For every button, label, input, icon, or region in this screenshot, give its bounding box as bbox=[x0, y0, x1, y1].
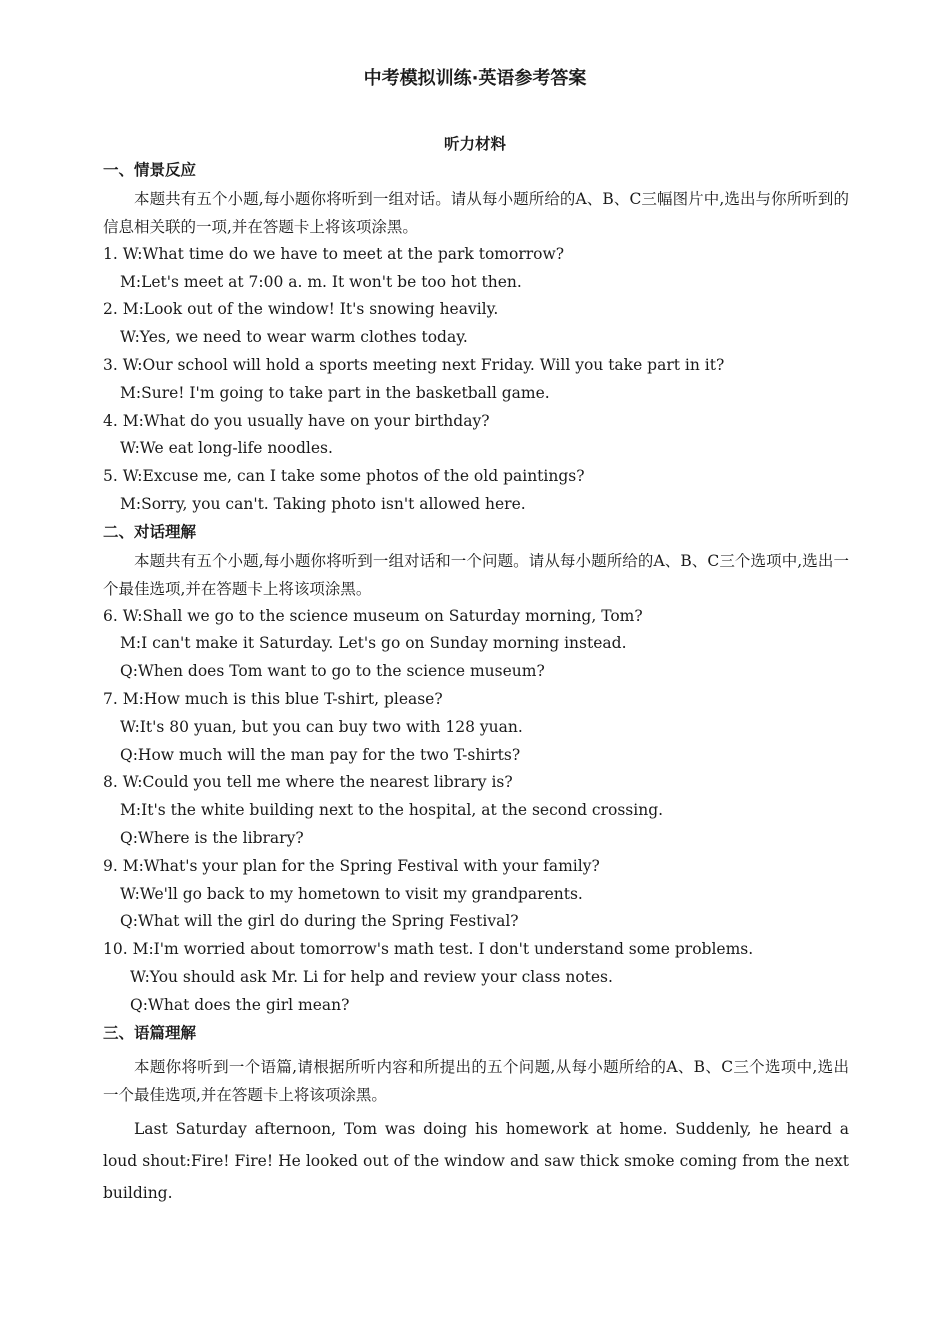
document-title: 中考模拟训练·英语参考答案 bbox=[363, 68, 587, 89]
question-line: Q:Where is the library? bbox=[120, 828, 304, 847]
section-3-passage: Last Saturday afternoon, Tom was doing his homework at home. Suddenly, he heard a loud shout:Fire! Fire! He looked out of the window and saw thick smoke coming from the next building. bbox=[103, 1120, 849, 1203]
dialogue-line: 1. W:What time do we have to meet at the park tomorrow? bbox=[103, 244, 565, 263]
dialogue-line: W:You should ask Mr. Li for help and review your class notes. bbox=[130, 967, 613, 986]
dialogue-line: 5. W:Excuse me, can I take some photos of the old paintings? bbox=[103, 467, 585, 486]
question-line: Q:What does the girl mean? bbox=[130, 995, 350, 1014]
dialogue-line: M:It's the white building next to the hospital, at the second crossing. bbox=[120, 801, 664, 820]
question-line: Q:How much will the man pay for the two T-shirts? bbox=[120, 745, 521, 764]
listening-material-title: 听力材料 bbox=[443, 135, 506, 153]
section-3-heading: 三、语篇理解 bbox=[103, 1023, 197, 1042]
dialogue-line: 10. M:I'm worried about tomorrow's math test. I don't understand some problems. bbox=[103, 940, 754, 959]
dialogue-line: 8. W:Could you tell me where the nearest library is? bbox=[103, 773, 513, 792]
question-line: Q:When does Tom want to go to the science museum? bbox=[120, 662, 545, 681]
section-3-instruction: 本题你将听到一个语篇,请根据所听内容和所提出的五个问题,从每小题所给的A、B、C三个选项中,选出一个最佳选项,并在答题卡上将该项涂黑。 bbox=[103, 1058, 849, 1105]
dialogue-line: W:We'll go back to my hometown to visit my grandparents. bbox=[120, 884, 583, 903]
dialogue-line: 9. M:What's your plan for the Spring Festival with your family? bbox=[103, 856, 600, 875]
document-body bbox=[103, 157, 849, 1209]
dialogue-line: W:It's 80 yuan, but you can buy two with 128 yuan. bbox=[120, 717, 523, 736]
section-2-heading: 二、对话理解 bbox=[103, 522, 197, 541]
section-2-instruction: 本题共有五个小题,每小题你将听到一组对话和一个问题。请从每小题所给的A、B、C三个选项中,选出一个最佳选项,并在答题卡上将该项涂黑。 bbox=[103, 551, 849, 598]
dialogue-line: 7. M:How much is this blue T-shirt, please? bbox=[103, 689, 443, 708]
dialogue-line: W:Yes, we need to wear warm clothes today. bbox=[120, 328, 468, 347]
dialogue-line: M:I can't make it Saturday. Let's go on Sunday morning instead. bbox=[120, 634, 627, 653]
question-line: Q:What will the girl do during the Spring Festival? bbox=[120, 912, 519, 931]
section-1-heading: 一、情景反应 bbox=[103, 161, 197, 179]
dialogue-line: W:We eat long-life noodles. bbox=[120, 439, 333, 458]
dialogue-line: M:Sure! I'm going to take part in the basketball game. bbox=[120, 383, 550, 402]
dialogue-line: 2. M:Look out of the window! It's snowing heavily. bbox=[103, 300, 499, 319]
dialogue-line: 4. M:What do you usually have on your birthday? bbox=[103, 411, 490, 430]
section-1-instruction: 本题共有五个小题,每小题你将听到一组对话。请从每小题所给的A、B、C三幅图片中,选出与你所听到的信息相关联的一项,并在答题卡上将该项涂黑。 bbox=[103, 189, 849, 236]
dialogue-line: 3. W:Our school will hold a sports meeting next Friday. Will you take part in it? bbox=[103, 355, 725, 374]
dialogue-line: 6. W:Shall we go to the science museum on Saturday morning, Tom? bbox=[103, 606, 643, 625]
dialogue-line: M:Let's meet at 7:00 a. m. It won't be too hot then. bbox=[120, 272, 522, 291]
dialogue-line: M:Sorry, you can't. Taking photo isn't allowed here. bbox=[120, 494, 526, 513]
